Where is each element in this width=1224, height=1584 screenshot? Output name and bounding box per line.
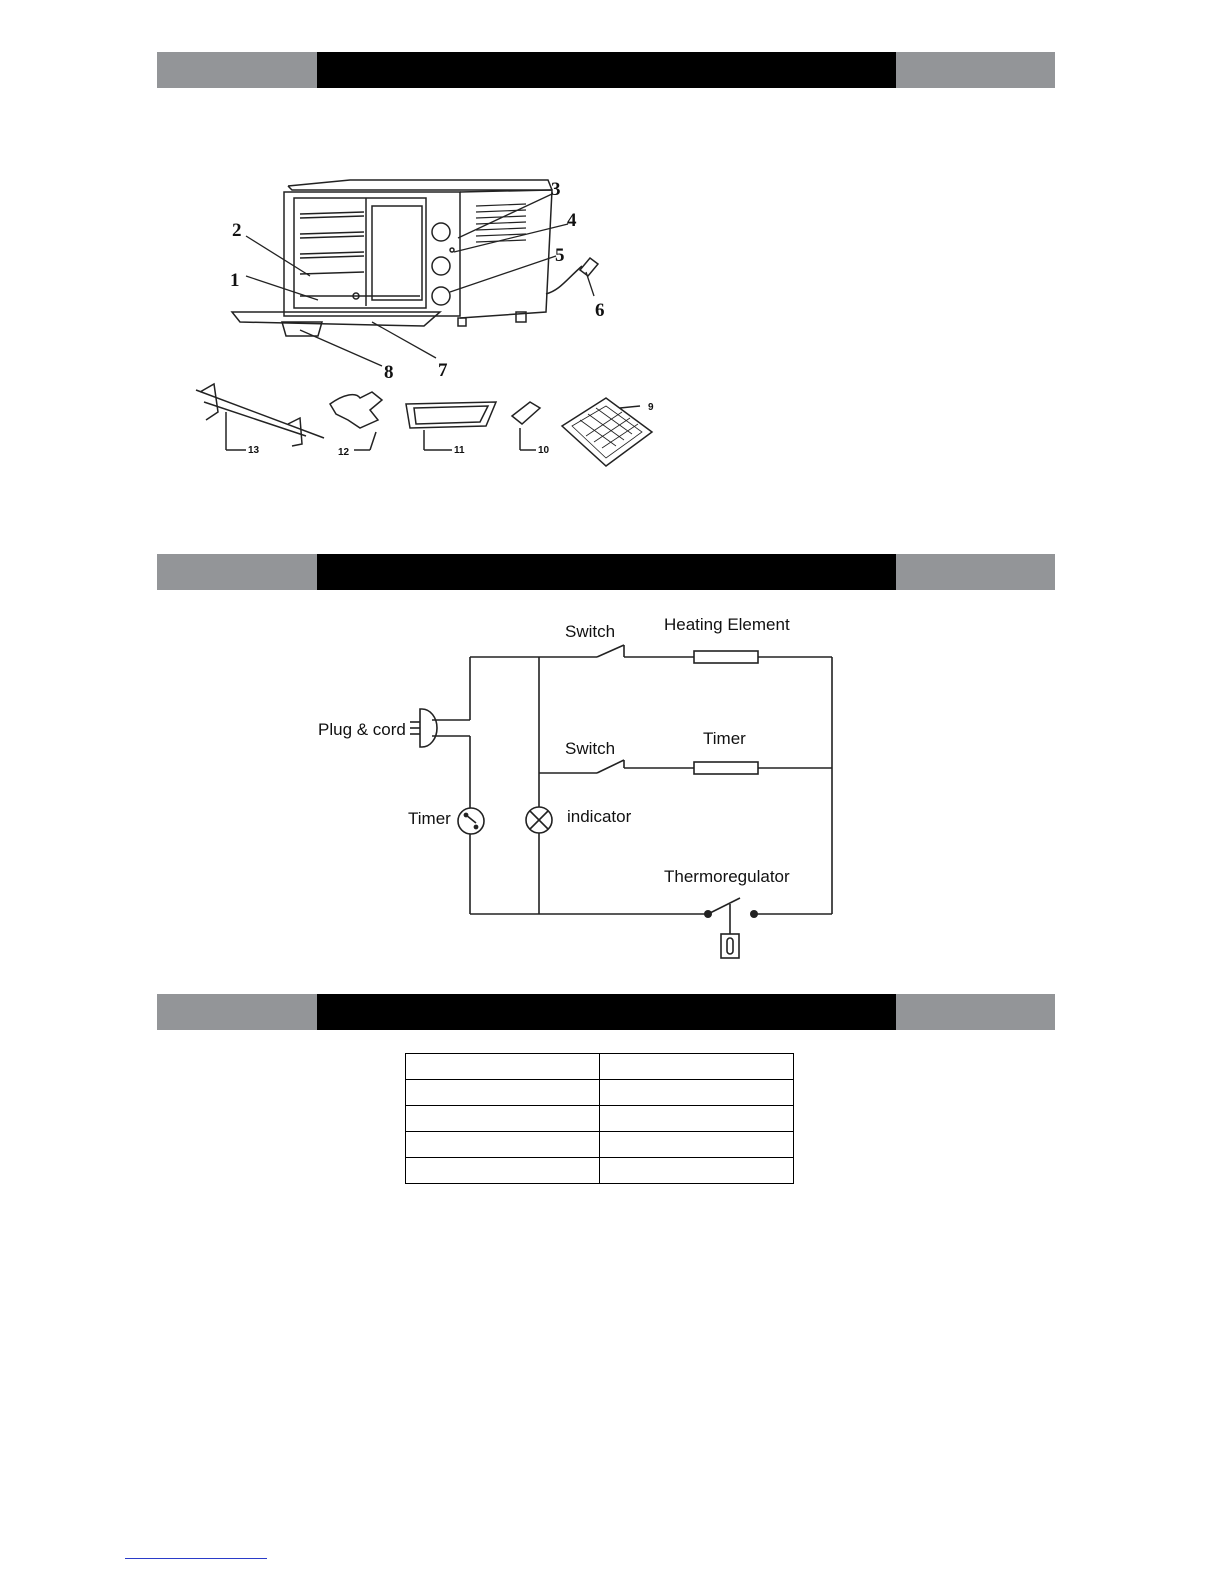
label-plug-cord: Plug & cord [318, 720, 406, 739]
label-indicator: indicator [567, 807, 632, 826]
table-row [406, 1132, 794, 1158]
timer-motor-resistor [694, 762, 758, 774]
table-row [406, 1158, 794, 1184]
callout-12: 12 [338, 447, 350, 458]
table-cell [406, 1106, 600, 1132]
table-cell [406, 1080, 600, 1106]
callout-9: 9 [648, 402, 654, 413]
table-cell [600, 1132, 794, 1158]
callout-4: 4 [567, 210, 577, 231]
callout-7: 7 [438, 360, 448, 381]
callout-8: 8 [384, 362, 394, 383]
label-thermoregulator: Thermoregulator [664, 867, 790, 886]
label-switch-mid: Switch [565, 739, 616, 758]
table-cell [406, 1132, 600, 1158]
label-timer-left: Timer [408, 809, 451, 828]
callout-10: 10 [538, 445, 550, 456]
label-heating-element: Heating Element [664, 615, 790, 634]
specification-table [405, 1053, 794, 1184]
callout-11: 11 [454, 445, 465, 456]
callout-1: 1 [230, 270, 240, 291]
label-switch-top: Switch [565, 622, 616, 641]
plug-symbol [410, 709, 437, 747]
indicator-lamp-symbol [526, 807, 552, 833]
table-cell [406, 1054, 600, 1080]
timer-switch-symbol [458, 808, 484, 834]
table-cell [600, 1054, 794, 1080]
table-cell [600, 1106, 794, 1132]
thermoregulator-symbol [704, 910, 758, 958]
callout-6: 6 [595, 300, 605, 321]
footer-link-underline [125, 1558, 267, 1559]
label-timer-mid: Timer [703, 729, 746, 748]
heating-element-resistor [694, 651, 758, 663]
table-row [406, 1054, 794, 1080]
table-row [406, 1080, 794, 1106]
callout-3: 3 [551, 179, 561, 200]
table-cell [600, 1158, 794, 1184]
circuit-labels [318, 615, 790, 886]
callout-5: 5 [555, 245, 565, 266]
table-cell [600, 1080, 794, 1106]
callout-13: 13 [248, 445, 260, 456]
circuit-wires [432, 645, 832, 934]
callout-2: 2 [232, 220, 242, 241]
table-cell [406, 1158, 600, 1184]
table-row [406, 1106, 794, 1132]
